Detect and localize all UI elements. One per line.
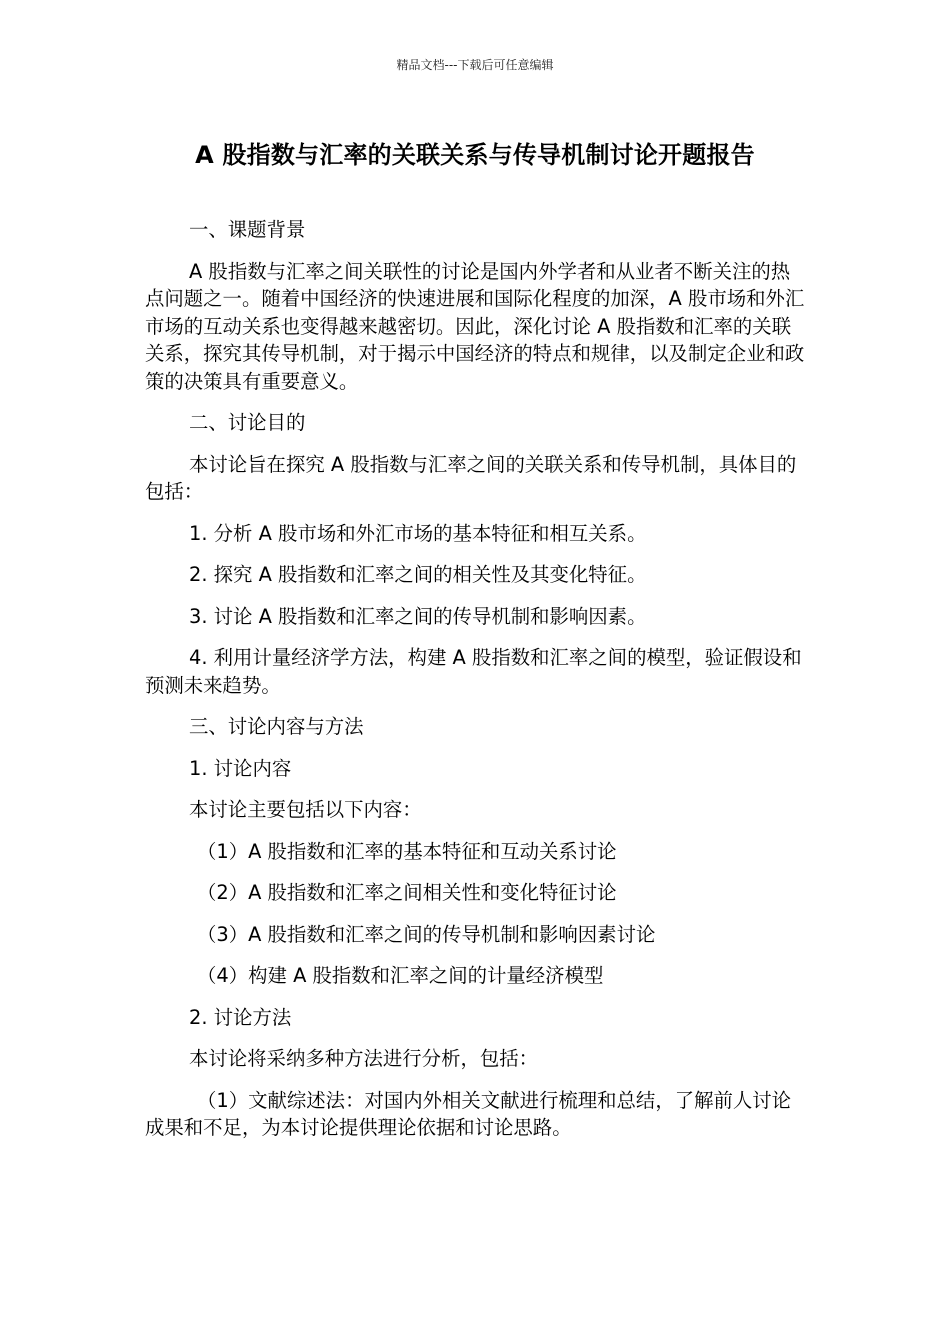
purpose-intro-paragraph: 本讨论旨在探究 A 股指数与汇率之间的关联关系和传导机制，具体目的包括： <box>145 452 797 503</box>
methods-intro-paragraph: 本讨论将采纳多种方法进行分析，包括： <box>189 1047 539 1070</box>
background-paragraph: A 股指数与汇率之间关联性的讨论是国内外学者和从业者不断关注的热点问题之一。随着中国经济的快速进展和国际化程度的加深，A 股市场和外汇市场的互动关系也变得越来越密切。因此，深化讨论 A 股指数和汇率的关联关系，探究其传导机制，对于揭示中国经济的特点和规律，以及制定企业和政策的决策具有重要意义。 <box>145 259 805 393</box>
header-note: 精品文档---下载后可任意编辑 <box>396 58 554 72</box>
purpose-item-3: 3. 讨论 A 股指数和汇率之间的传导机制和影响因素。 <box>189 604 647 628</box>
section-heading-content-methods: 三、讨论内容与方法 <box>189 715 364 738</box>
section-heading-background: 一、课题背景 <box>189 218 306 241</box>
document-body <box>145 216 807 1156</box>
content-item-4: （4）构建 A 股指数和汇率之间的计量经济模型 <box>197 964 604 987</box>
section-heading-purpose: 二、讨论目的 <box>189 411 306 434</box>
purpose-item-4: 4. 利用计量经济学方法，构建 A 股指数和汇率之间的模型，验证假设和预测未来趋势。 <box>145 646 802 697</box>
purpose-item-1: 1. 分析 A 股市场和外汇市场的基本特征和相互关系。 <box>189 521 647 545</box>
subheading-methods: 2. 讨论方法 <box>189 1005 292 1029</box>
methods-item-1: （1）文献综述法：对国内外相关文献进行梳理和总结，了解前人讨论成果和不足，为本讨论提供理论依据和讨论思路。 <box>145 1088 792 1139</box>
subheading-content: 1. 讨论内容 <box>189 756 292 780</box>
content-item-2: （2）A 股指数和汇率之间相关性和变化特征讨论 <box>197 881 617 904</box>
content-item-1: （1）A 股指数和汇率的基本特征和互动关系讨论 <box>197 839 617 863</box>
content-intro-paragraph: 本讨论主要包括以下内容： <box>189 798 422 821</box>
purpose-item-2: 2. 探究 A 股指数和汇率之间的相关性及其变化特征。 <box>189 563 647 586</box>
document-title: A 股指数与汇率的关联关系与传导机制讨论开题报告 <box>195 141 755 169</box>
content-item-3: （3）A 股指数和汇率之间的传导机制和影响因素讨论 <box>197 922 656 946</box>
